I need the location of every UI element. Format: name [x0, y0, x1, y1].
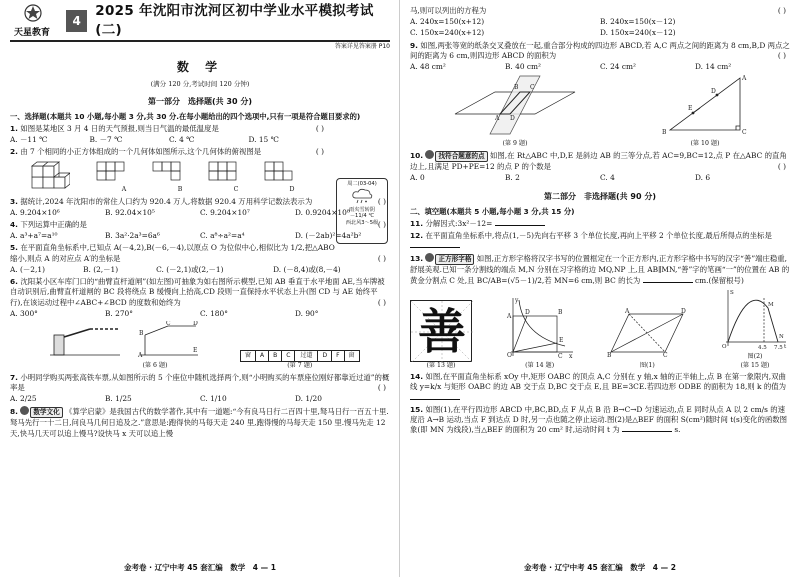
- svg-text:A: A: [506, 313, 511, 321]
- q15-stem: 如图(1),在平行四边形 ABCD 中,BC,BD,点 F 从点 B 沿 B→C→D 匀速运动,点 E 同时从点 A 以 2 cm/s 的速度沿 A→B 运动,当点 F 到达点 D 时,另一点也随之停止运动.图(2)是△BEF 的面积 S(cm²)随时间 t(s)变化的函数图象(即 MN 为线段),当△BEF 的面积为 20 cm² 时,运动时间 t 为: [410, 404, 788, 435]
- q2-option-a-figure: [96, 161, 152, 195]
- brand-logo: [10, 3, 66, 39]
- question-11: 11. 分解因式:3x²－12=: [410, 219, 790, 229]
- q12-stem: 在平面直角坐标系中,将点(1,－5)先向右平移 3 个单位长度,再向上平移 2 个单位长度,最后所得点的坐标是: [425, 230, 772, 240]
- svg-text:D: D: [711, 88, 716, 96]
- q14-answer-blank[interactable]: [410, 399, 460, 400]
- q15-area-graph-figure: [720, 288, 790, 350]
- q10-stem: 如图,在 Rt△ABC 中,D,E 是斜边 AB 的三等分点,若 AC=9,BC=12,点 P 在△ABC 的直角边上,且满足 PD+PE=12 的点 P 的个数是: [410, 151, 787, 172]
- q15-answer-blank[interactable]: [622, 431, 672, 432]
- q7-seat-b: B: [269, 351, 282, 361]
- q8-tag: 数学文化: [30, 407, 62, 418]
- q2-option-b-figure: [152, 161, 208, 195]
- question-8-continued: [410, 6, 790, 39]
- culture-badge-icon: [20, 406, 29, 415]
- section2-desc: 二、填空题(本题共 5 小题,每小题 3 分,共 15 分): [410, 206, 575, 216]
- svg-text:7.5: 7.5: [773, 344, 783, 350]
- q3-stem: 据统计,2024 年沈阳市的常住人口约为 920.4 万人,将数据 920.4 万用科学记数法表示为: [20, 196, 313, 206]
- svg-text:N: N: [778, 333, 784, 340]
- q12-answer-blank[interactable]: [410, 247, 460, 248]
- q4-stem: 下列运算中正确的是: [20, 219, 87, 229]
- svg-text:C: C: [663, 352, 668, 359]
- q6-caption: (第 6 题): [142, 362, 168, 370]
- q10-option-c: C. 4: [600, 173, 615, 183]
- q6-answer-paren[interactable]: ( ): [377, 297, 386, 307]
- q7-option-d: D. 1/20: [295, 394, 322, 404]
- q5-answer-paren[interactable]: ( ): [377, 253, 386, 263]
- weather-desc: 雨夹雪转阴: [349, 206, 375, 213]
- q4-option-b: B. 3a²·2a³=6a⁶: [105, 231, 160, 241]
- svg-text:B: B: [557, 309, 563, 317]
- q13-stem: 如图,正方形字格将汉字书写的位置框定在一个正方形内,正方形字格中书写的汉字“善”端庄稳重,舒展美观.已知一条分割线的端点 M,N 分别在习字格的边 MQ,NP 上,且 AB∥MN,“善”字的笔画“一”的位置在 AB 的黄金分割点 C 处,且 BC/AB=(√5－1)/2,若 MN=6 cm,则 BC 的长为: [410, 254, 790, 285]
- q2-view-c: [208, 161, 238, 183]
- hint-badge-icon: [425, 150, 434, 159]
- q5-option-a: A. (－2,1): [10, 264, 45, 274]
- q2-label-a: A: [121, 185, 127, 193]
- question-15: 15. 如图(1),在平行四边形 ABCD 中,BC,BD,点 F 从点 B 沿 B→C→D 匀速运动,点 E 同时从点 A 以 2 cm/s 的速度沿 A→B 运动,当点 F 到达点 D 时,另一点也随之停止运动.图(2)是△BEF 的面积 S(cm²)随时间 t(s)变化的函数图象(即 MN 为线段),当△BEF 的面积为 20 cm² 时,运动时间 t 为 s.: [410, 404, 788, 435]
- question-4: 4. 下列运算中正确的是 ( ) A. a³+a⁷=a¹⁰ B. 3a²·2a³=6a⁶ C. a⁸÷a²=a⁴ D. (－2ab)²=4a²b²: [10, 220, 390, 241]
- q8-option-c: C. 150x=240(x+12): [410, 28, 485, 38]
- q13-tag: 正方形字格: [435, 254, 474, 265]
- question-14: 14. 如图,在平面直角坐标系 xOy 中,矩形 OABC 的顶点 A,C 分别在 y 轴,x 轴的正半轴上,点 B 在第一象限内,双曲线 y=k/x 与矩形 OABC 的边 AB 交于点 D,BC 交于点 E,且 BE=3CE.若四边形 ODBE 的面积为 18,则 k 的值为: [410, 372, 790, 403]
- svg-text:A: A: [742, 75, 747, 83]
- q7-seat-a: A: [256, 351, 269, 361]
- q7-seat-window-left: 窗: [241, 351, 256, 361]
- q7-seat-c: C: [282, 351, 295, 361]
- svg-text:B: B: [607, 352, 612, 359]
- q4-option-c: C. a⁸÷a²=a⁴: [200, 231, 245, 241]
- q8-option-d: D. 150x=240(x－12): [600, 28, 676, 38]
- q2-label-c: C: [233, 185, 239, 193]
- q9-answer-paren[interactable]: ( ): [777, 50, 786, 60]
- q15-figure-2: [720, 288, 790, 370]
- q10-option-a: A. 0: [410, 173, 425, 183]
- q7-option-b: B. 1/25: [105, 394, 132, 404]
- q7-figure: [240, 350, 360, 371]
- q9-option-b: B. 40 cm²: [505, 62, 541, 72]
- question-2: 2. 由 7 个相同的小正方体组成的一个几何体如图所示,这个几何体的俯视图是 ( ): [10, 147, 324, 157]
- q13-caption: (第 13 题): [426, 361, 456, 369]
- question-10: 10. 找符合题意的点 如图,在 Rt△ABC 中,D,E 是斜边 AB 的三等分点,若 AC=9,BC=12,点 P 在△ABC 的直角边上,且满足 PD+PE=12 的点 P 的个数是 ( ) A. 0 B. 2 C. 4 D. 6: [410, 150, 790, 184]
- q7-caption: (第 7 题): [287, 362, 313, 370]
- q2-answer-paren[interactable]: ( ): [315, 147, 324, 157]
- q15-caption-2: 图(2): [747, 353, 763, 361]
- question-8: 8. 数学文化 《算学启蒙》是我国古代的数学著作,其中有一道题:“今有良马日行二百四十里,驽马日行一百五十里.驽马先行一十二日,问良马几何日追及之.”意思是:跑得快的马每天走 240 里,跑得慢的马每天走 150 里.慢马先走 12 天,快马几天可以追上慢马?设快马 x 天可以追上慢: [10, 407, 389, 438]
- q7-aisle: 过道: [295, 351, 318, 361]
- q15-unit: s.: [674, 425, 681, 435]
- q5-option-d: D. (－8,4)或(8,－4): [273, 264, 341, 274]
- q15-figure-1: [607, 308, 687, 370]
- question-1: 1. 如图是某地区 3 月 4 日的天气预报,则当日气温的最低温度是 ( ) A. －11 ℃ B. －7 ℃ C. 4 ℃ D. 15 ℃: [10, 124, 328, 145]
- q9-option-a: A. 48 cm²: [410, 62, 446, 72]
- q10-figure: [660, 74, 750, 148]
- q2-option-c-figure: [208, 161, 264, 195]
- weather-wind: 西北风3～5级: [345, 220, 379, 226]
- q6-barrier-gate-figure: [50, 321, 200, 359]
- q7-seat-f: F: [332, 351, 344, 361]
- part2-title: 第二部分 非选择题(共 90 分): [543, 191, 656, 201]
- brand-name: 天星教育: [14, 27, 51, 38]
- part1-title: 第一部分 选择题(共 30 分): [147, 96, 252, 106]
- svg-text:y: y: [514, 297, 519, 305]
- q11-answer-blank[interactable]: [495, 225, 545, 226]
- subject-title: 数 学: [176, 60, 224, 75]
- exam-title: 2025 年沈阳市沈河区初中学业水平模拟考试(二): [95, 3, 374, 38]
- q10-answer-paren[interactable]: ( ): [777, 162, 786, 172]
- footer-left: 金考卷 · 辽宁中考 45 套汇编 数学 4 — 1: [124, 562, 276, 572]
- q4-option-d: D. (－2ab)²=4a²b²: [295, 231, 362, 241]
- question-6: 6. 沈阳某小区车库门口的“曲臂直杆道闸”(如左图)可抽象为如右图所示模型,已知 AB 垂直于水平地面 AE,当车牌被自动识别后,曲臂直杆道闸的 BC 段将绕点 B 缓慢向上抬高,CD 段则一直保持水平状态上升(图 CD 与 AE 始终平行),在该运动过程中∠ABC+∠BCD 的度数和始终为 ( ) A. 300° B. 270° C. 180° D. 90°: [10, 277, 390, 319]
- header-rule: [10, 40, 390, 42]
- svg-text:C: C: [557, 353, 563, 359]
- paper-number: 4: [66, 10, 87, 32]
- q2-view-a: [96, 161, 126, 183]
- section1-desc: 一、选择题(本题共 10 小题,每小题 3 分,共 30 分.在每小题给出的四个选项中,只有一项是符合题目要求的): [10, 111, 361, 121]
- q6-option-c: C. 180°: [200, 308, 228, 318]
- svg-text:D: D: [524, 309, 530, 317]
- q5-stem-cont: 缩小,则点 A 的对应点 A′的坐标是: [10, 253, 121, 263]
- star-logo-icon: [22, 3, 44, 23]
- weather-card: [336, 178, 388, 244]
- svg-text:C: C: [166, 320, 171, 327]
- question-9: 9. 如图,两张等宽的纸条交叉叠放在一起,重合部分构成的四边形 ABCD,若 A,C 两点之间的距离为 8 cm,B,D 两点之间的距离为 6 cm,则四边形 ABCD 的面积为 ( ) A. 48 cm² B. 40 cm² C. 24 cm² D. 14 cm²: [410, 40, 790, 72]
- svg-text:x: x: [568, 353, 573, 359]
- q1-answer-paren[interactable]: ( ): [315, 123, 324, 133]
- q3-answer-paren[interactable]: ( ): [377, 196, 386, 206]
- q2-option-d-figure: [264, 161, 320, 195]
- q9-option-c: C. 24 cm²: [600, 62, 636, 72]
- q15-caption-1: 图(1): [639, 361, 655, 369]
- q4-answer-paren[interactable]: ( ): [377, 219, 386, 229]
- q14-hyperbola-figure: [505, 296, 575, 358]
- q10-tag: 找符合题意的点: [435, 151, 487, 162]
- q2-view-d: [264, 161, 294, 183]
- question-3: 3. 据统计,2024 年沈阳市的常住人口约为 920.4 万人,将数据 920.4 万用科学记数法表示为 ( ) A. 9.204×10⁶ B. 92.04×10⁵ C. 9.204×10⁷ D. 0.9204×10⁸: [10, 197, 390, 218]
- header: [10, 3, 390, 38]
- question-7: 7. 小明同学购买两张高铁车票,从如图所示的 5 个座位中随机选择两个,则“小明购买的车票座位刚好都靠近过道”的概率是 ( ) A. 2/25 B. 1/25 C. 1/10 D. 1/20: [10, 372, 390, 404]
- q6-stem: 沈阳某小区车库门口的“曲臂直杆道闸”(如左图)可抽象为如右图所示模型,已知 AB 垂直于水平地面 AE,当车牌被自动识别后,曲臂直杆道闸的 BC 段将绕点 B 缓慢向上抬高,CD 段则一直保持水平状态上升(图 CD 与 AE 始终平行),在该运动过程中∠ABC+∠BCD 的度数和始终为: [10, 277, 385, 307]
- svg-text:E: E: [558, 337, 564, 345]
- svg-text:C: C: [742, 129, 747, 137]
- q1-stem: 如图是某地区 3 月 4 日的天气预报,则当日气温的最低温度是: [20, 123, 219, 133]
- q7-seat-d: D: [318, 351, 332, 361]
- svg-text:A: A: [138, 351, 143, 359]
- q14-figure: [505, 296, 575, 370]
- svg-text:E: E: [688, 105, 693, 113]
- q14-stem: 如图,在平面直角坐标系 xOy 中,矩形 OABC 的顶点 A,C 分别在 y 轴,x 轴的正半轴上,点 B 在第一象限内,双曲线 y=k/x 与矩形 OABC 的边 AB 交于点 D,BC 交于点 E,且 BE=3CE.若四边形 ODBE 的面积为 18,则 k 的值为: [410, 372, 787, 392]
- q9-figure: [450, 74, 580, 148]
- q14-caption: (第 14 题): [525, 361, 555, 369]
- q9-caption: (第 9 题): [502, 139, 528, 147]
- q7-answer-paren[interactable]: ( ): [377, 382, 386, 392]
- q10-option-d: D. 6: [695, 173, 711, 183]
- q13-character: 善: [417, 303, 466, 360]
- svg-text:O: O: [506, 352, 512, 359]
- q6-q7-figures: [10, 321, 390, 371]
- q1-option-c: C. 4 ℃: [169, 135, 195, 145]
- q3-option-a: A. 9.204×10⁶: [10, 207, 60, 217]
- svg-text:M: M: [767, 301, 774, 308]
- q5-option-c: C. (－2,1)或(2,－1): [156, 264, 224, 274]
- footer-right: 金考卷 · 辽宁中考 45 套汇编 数学 4 — 2: [524, 562, 676, 572]
- q6-figure: [50, 321, 200, 371]
- q3-option-d: D. 0.9204×10⁸: [295, 207, 350, 217]
- svg-text:B: B: [514, 84, 519, 92]
- weather-temp: －11/4 ℃: [349, 213, 375, 220]
- q1-option-d: D. 15 ℃: [248, 135, 279, 145]
- q7-stem: 小明同学购买两张高铁车票,从如图所示的 5 个座位中随机选择两个,则“小明购买的车票座位刚好都靠近过道”的概率是: [10, 372, 390, 392]
- svg-text:B: B: [662, 129, 667, 137]
- right-page: [400, 0, 800, 577]
- grid-badge-icon: [425, 253, 434, 262]
- q9-option-d: D. 14 cm²: [695, 62, 732, 72]
- q3-option-b: B. 92.04×10⁵: [105, 207, 155, 217]
- svg-text:D: D: [510, 115, 515, 123]
- svg-text:4.5: 4.5: [757, 344, 767, 350]
- svg-text:A: A: [625, 308, 630, 316]
- q1-option-a: A. －11 ℃: [10, 135, 48, 145]
- q8c-stem: 马,则可以列出的方程为: [410, 6, 487, 15]
- question-5: 5. 在平面直角坐标系中,已知点 A(－4,2),B(－6,－4),以原点 O 为位似中心,相似比为 1/2,把△ABO 缩小,则点 A 的对应点 A′的坐标是 ( ) A. (－2,1) B. (2,－1) C. (－2,1)或(2,－1) D. (－8,4)或(8,－4): [10, 243, 390, 275]
- q9-stem: 如图,两张等宽的纸条交叉叠放在一起,重合部分构成的四边形 ABCD,若 A,C 两点之间的距离为 8 cm,B,D 两点之间的距离为 6 cm,则四边形 ABCD 的面积为: [410, 40, 790, 60]
- q11-stem: 分解因式:3x²－12=: [425, 218, 493, 228]
- q7-option-a: A. 2/25: [10, 394, 37, 404]
- q13-q15-figures: [410, 288, 790, 370]
- q6-option-d: D. 90°: [295, 308, 319, 318]
- q2-label-d: D: [289, 185, 295, 193]
- exam-note: (满分 120 分,考试时间 120 分钟): [150, 79, 250, 88]
- q9-q10-figures: [410, 74, 790, 148]
- svg-text:A: A: [495, 115, 500, 123]
- q13-unit: cm.(保留根号): [695, 275, 744, 285]
- q2-label-b: B: [177, 185, 183, 193]
- q10-option-b: B. 2: [505, 173, 520, 183]
- q5-stem: 在平面直角坐标系中,已知点 A(－4,2),B(－6,－4),以原点 O 为位似中心,相似比为 1/2,把△ABO: [20, 243, 335, 253]
- weather-date: 周二(03-04): [347, 181, 377, 187]
- svg-text:C: C: [530, 84, 535, 92]
- q7-option-c: C. 1/10: [200, 394, 227, 404]
- q6-option-b: B. 270°: [105, 308, 133, 318]
- q1-option-b: B. －7 ℃: [89, 135, 123, 145]
- question-12: 12. 在平面直角坐标系中,将点(1,－5)先向右平移 3 个单位长度,再向上平移 2 个单位长度,最后所得点的坐标是: [410, 231, 790, 251]
- q5-option-b: B. (2,－1): [83, 264, 119, 274]
- q6-option-a: A. 300°: [10, 308, 38, 318]
- svg-text:S: S: [729, 289, 734, 296]
- sleet-cloud-icon: [351, 188, 373, 204]
- answer-reference: 答案详见答案册 P10: [334, 43, 390, 50]
- q13-answer-blank[interactable]: [643, 282, 693, 283]
- q9-crossed-strips-figure: [450, 74, 580, 136]
- q8-answer-paren[interactable]: ( ): [777, 6, 786, 15]
- question-13: 13. 正方形字格 如图,正方形字格将汉字书写的位置框定在一个正方形内,正方形字格中书写的汉字“善”端庄稳重,舒展美观.已知一条分割线的端点 M,N 分别在习字格的边 MQ,NP 上,且 AB∥MN,“善”字的笔画“一”的位置在 AB 的黄金分割点 C 处,且 BC/AB=(√5－1)/2,若 MN=6 cm,则 BC 的长为 cm.(保留根号): [410, 254, 790, 285]
- q3-option-c: C. 9.204×10⁷: [200, 207, 250, 217]
- svg-text:D: D: [681, 308, 687, 316]
- q2-stem: 由 7 个相同的小正方体组成的一个几何体如图所示,这个几何体的俯视图是: [20, 147, 262, 157]
- q8-stem: 《算学启蒙》是我国古代的数学著作,其中有一道题:“今有良马日行二百四十里,驽马日行一百五十里.驽马先行一十二日,问良马几何日追及之.”意思是:跑得快的马每天走 240 里,跑得慢的马每天走 150 里.慢马先走 12 天,快马几天可以追上慢马?设快马 x 天可以追上慢: [10, 407, 389, 438]
- q10-caption: (第 10 题): [690, 139, 720, 147]
- svg-text:B: B: [139, 329, 144, 337]
- q13-figure: [410, 300, 472, 371]
- q2-view-b: [152, 161, 182, 183]
- svg-text:t: t: [783, 343, 787, 350]
- q2-solid-figure: [30, 161, 70, 195]
- q15-caption: (第 15 题): [740, 361, 770, 369]
- q7-seat-window-right: 窗: [348, 351, 355, 359]
- q4-option-a: A. a³+a⁷=a¹⁰: [10, 231, 58, 241]
- svg-text:E: E: [193, 346, 198, 354]
- q8-option-a: A. 240x=150(x+12): [410, 17, 485, 27]
- svg-text:D: D: [193, 320, 198, 327]
- svg-text:O: O: [721, 343, 727, 350]
- q15-parallelogram-figure: [607, 308, 687, 358]
- q8-option-b: B. 240x=150(x－12): [600, 17, 676, 27]
- q10-right-triangle-figure: [660, 74, 750, 136]
